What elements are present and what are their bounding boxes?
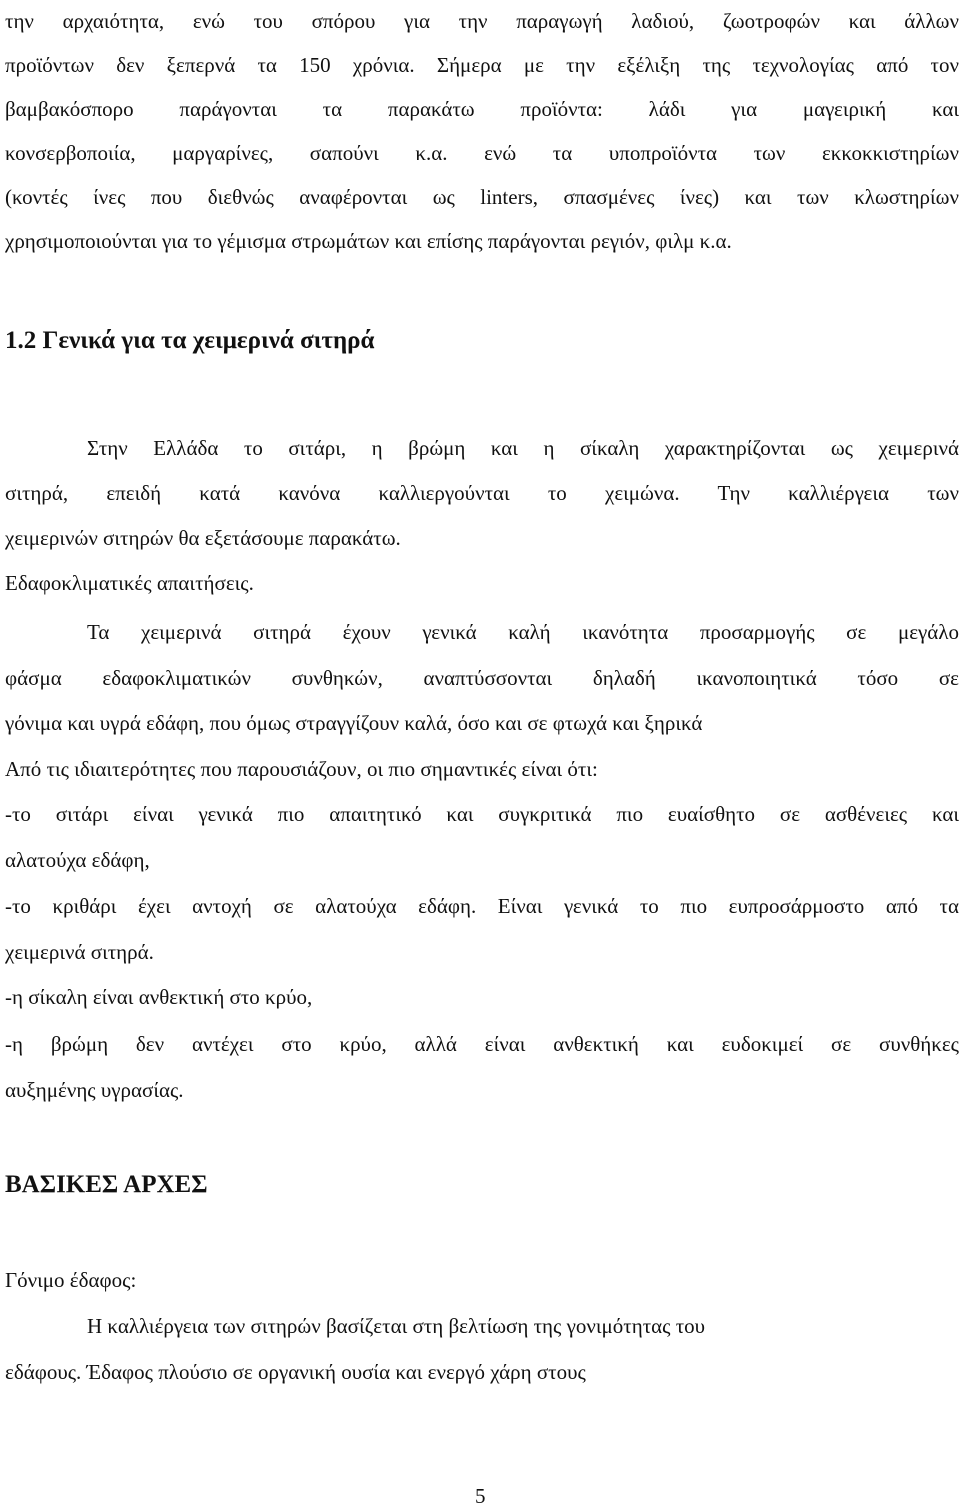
intro-line-1: την αρχαιότητα, ενώ του σπόρου για την παραγωγή λαδιού, ζωοτροφών και άλλων	[5, 9, 959, 33]
list-line-barley-2: χειμερινά σιτηρά.	[5, 940, 154, 964]
list-line-oats-2: αυξημένης υγρασίας.	[5, 1078, 184, 1102]
section-para2-line-3: γόνιμα και υγρά εδάφη, που όμως στραγγίζουν καλά, όσο και σε φτωχά και ξηρικά	[5, 711, 703, 735]
list-line-barley-1: -το κριθάρι έχει αντοχή σε αλατούχα εδάφη. Είναι γενικά το πιο ευπροσάρμοστο από τα	[5, 894, 959, 918]
intro-line-3: βαμβακόσπορο παράγονται τα παρακάτω προϊόντα: λάδι για μαγειρική και	[5, 97, 959, 121]
intro-line-2: προϊόντων δεν ξεπερνά τα 150 χρόνια. Σήμερα με την εξέλιξη της τεχνολογίας από τον	[5, 53, 959, 77]
fertile-soil-line-1: Η καλλιέργεια των σιτηρών βασίζεται στη βελτίωση της γονιμότητας του	[87, 1314, 706, 1338]
section-para1-line-1: Στην Ελλάδα το σιτάρι, η βρώμη και η σίκαλη χαρακτηρίζονται ως χειμερινά	[87, 436, 959, 460]
list-line-rye: -η σίκαλη είναι ανθεκτική στο κρύο,	[5, 985, 313, 1009]
section-para2-line-2: φάσμα εδαφοκλιματικών συνθηκών, αναπτύσσονται δηλαδή ικανοποιητικά τόσο σε	[5, 666, 959, 690]
section-para2-line-1: Τα χειμερινά σιτηρά έχουν γενικά καλή ικανότητα προσαρμογής σε μεγάλο	[87, 620, 959, 644]
list-line-oats-1: -η βρώμη δεν αντέχει στο κρύο, αλλά είναι ανθεκτική και ευδοκιμεί σε συνθήκες	[5, 1032, 959, 1056]
list-intro: Από τις ιδιαιτερότητες που παρουσιάζουν, οι πιο σημαντικές είναι ότι:	[5, 757, 598, 781]
section-para1-line-2: σιτηρά, επειδή κατά κανόνα καλλιεργούνται το χειμώνα. Την καλλιέργεια των	[5, 481, 959, 505]
fertile-soil-line-2: εδάφους. Έδαφος πλούσιο σε οργανική ουσία και ενεργό χάρη στους	[5, 1360, 586, 1384]
basic-principles-heading: ΒΑΣΙΚΕΣ ΑΡΧΕΣ	[5, 1171, 208, 1198]
section-para1-line-3: χειμερινών σιτηρών θα εξετάσουμε παρακάτω.	[5, 526, 401, 550]
list-line-wheat-2: αλατούχα εδάφη,	[5, 848, 150, 872]
page-number: 5	[475, 1484, 486, 1508]
intro-line-6: χρησιμοποιούνται για το γέμισμα στρωμάτων και επίσης παράγονται ρεγιόν, φιλμ κ.α.	[5, 229, 732, 253]
intro-line-4: κονσερβοποιία, μαργαρίνες, σαπούνι κ.α. ενώ τα υποπροϊόντα των εκκοκκιστηρίων	[5, 141, 959, 165]
intro-line-5: (κοντές ίνες που διεθνώς αναφέρονται ως linters, σπασμένες ίνες) και των κλωστηρίων	[5, 185, 959, 209]
climate-subheading: Εδαφοκλιματικές απαιτήσεις.	[5, 571, 254, 595]
fertile-soil-subheading: Γόνιμο έδαφος:	[5, 1268, 137, 1292]
list-line-wheat-1: -το σιτάρι είναι γενικά πιο απαιτητικό και συγκριτικά πιο ευαίσθητο σε ασθένειες και	[5, 802, 959, 826]
section-heading: 1.2 Γενικά για τα χειμερινά σιτηρά	[5, 327, 375, 354]
